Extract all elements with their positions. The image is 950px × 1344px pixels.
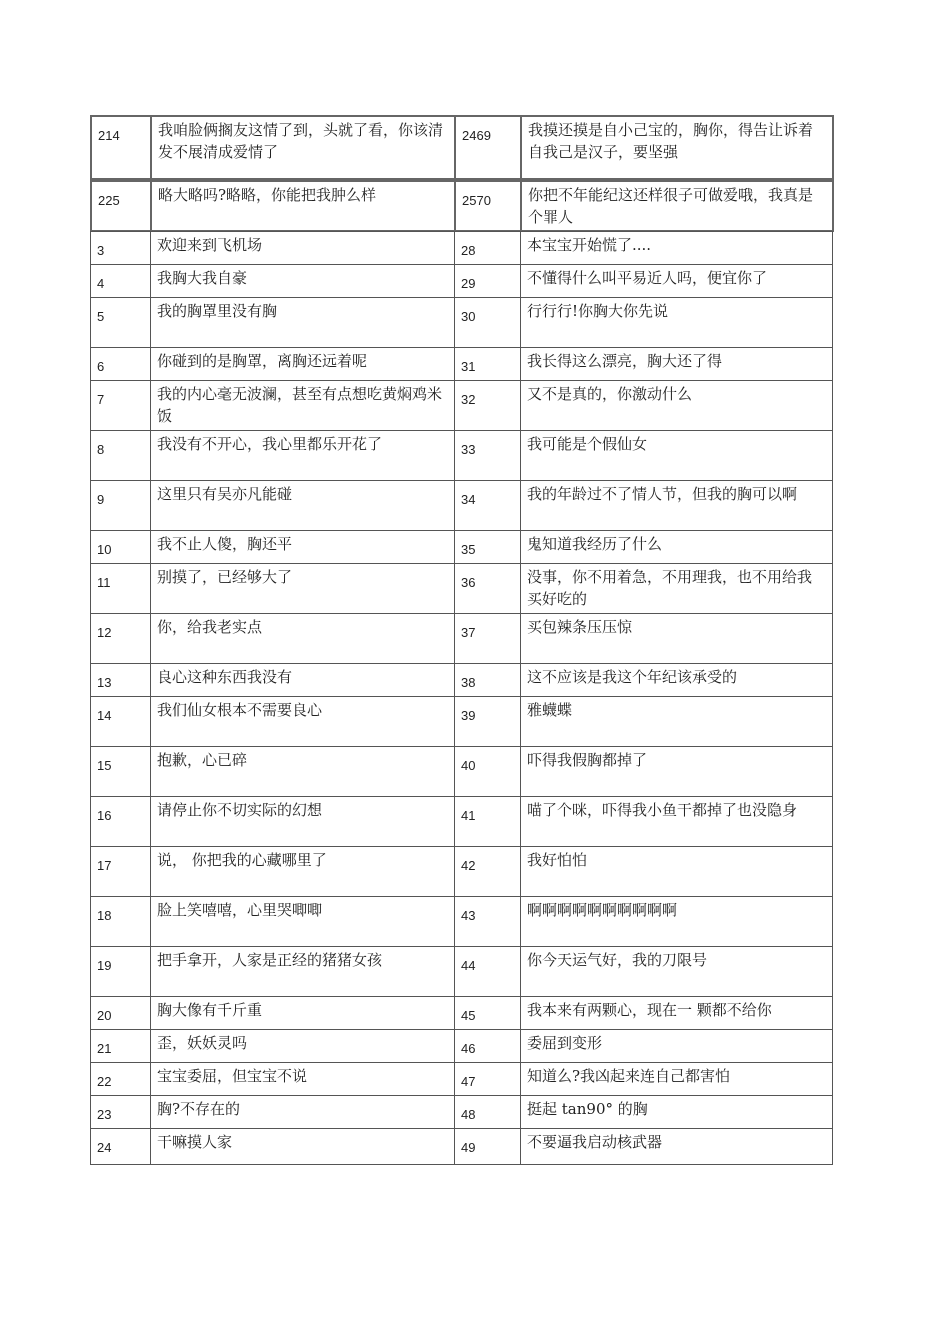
phrase-cell: 把手拿开，人家是正经的猪猪女孩 (151, 947, 455, 997)
row-number: 225 (91, 181, 151, 231)
row-number: 48 (455, 1096, 521, 1129)
phrase-cell: 你，给我老实点 (151, 614, 455, 664)
phrase-cell: 我好怕怕 (521, 847, 833, 897)
header-table-1 (90, 115, 834, 180)
phrase-cell: 胸大像有千斤重 (151, 997, 455, 1030)
row-number: 6 (91, 348, 151, 381)
phrase-cell: 不要逼我启动核武器 (521, 1129, 833, 1165)
table-row (91, 564, 833, 614)
row-number: 19 (91, 947, 151, 997)
phrase-cell: 我没有不开心，我心里都乐开花了 (151, 431, 455, 481)
table-row (91, 697, 833, 747)
table-row (91, 947, 833, 997)
table-row (91, 531, 833, 564)
table-row (91, 1063, 833, 1096)
phrase-cell: 啊啊啊啊啊啊啊啊啊啊 (521, 897, 833, 947)
row-number: 24 (91, 1129, 151, 1165)
phrase-cell: 欢迎来到飞机场 (151, 232, 455, 265)
phrase-cell: 又不是真的，你激动什么 (521, 381, 833, 431)
row-number: 18 (91, 897, 151, 947)
phrase-cell: 我的胸罩里没有胸 (151, 298, 455, 348)
phrase-cell: 我的年龄过不了情人节，但我的胸可以啊 (521, 481, 833, 531)
phrase-cell: 我不止人傻，胸还平 (151, 531, 455, 564)
phrase-cell: 喵了个咪，吓得我小鱼干都掉了也没隐身 (521, 797, 833, 847)
row-number: 37 (455, 614, 521, 664)
row-number: 11 (91, 564, 151, 614)
phrase-cell: 你把不年能纪这还样很子可做爱哦，我真是个罪人 (521, 181, 833, 231)
row-number: 30 (455, 298, 521, 348)
table-row (91, 232, 833, 265)
row-number: 34 (455, 481, 521, 531)
phrase-cell: 这不应该是我这个年纪该承受的 (521, 664, 833, 697)
phrase-cell: 雅蠛蝶 (521, 697, 833, 747)
phrase-cell: 别摸了，已经够大了 (151, 564, 455, 614)
table-row (91, 1096, 833, 1129)
row-number: 45 (455, 997, 521, 1030)
phrase-cell: 干嘛摸人家 (151, 1129, 455, 1165)
phrase-cell: 你碰到的是胸罩，离胸还远着呢 (151, 348, 455, 381)
row-number: 43 (455, 897, 521, 947)
phrase-cell: 本宝宝开始慌了.... (521, 232, 833, 265)
table-row (91, 747, 833, 797)
table-row (91, 181, 833, 231)
row-number: 38 (455, 664, 521, 697)
row-number: 46 (455, 1030, 521, 1063)
phrase-cell: 歪，妖妖灵吗 (151, 1030, 455, 1063)
table-row (91, 897, 833, 947)
row-number: 10 (91, 531, 151, 564)
row-number: 21 (91, 1030, 151, 1063)
phrase-cell: 胸?不存在的 (151, 1096, 455, 1129)
phrase-cell: 鬼知道我经历了什么 (521, 531, 833, 564)
phrase-cell: 请停止你不切实际的幻想 (151, 797, 455, 847)
phrase-cell: 这里只有吴亦凡能碰 (151, 481, 455, 531)
row-number: 42 (455, 847, 521, 897)
row-number: 22 (91, 1063, 151, 1096)
row-number: 29 (455, 265, 521, 298)
phrase-cell: 知道么?我凶起来连自己都害怕 (521, 1063, 833, 1096)
phrase-cell: 说， 你把我的心藏哪里了 (151, 847, 455, 897)
row-number: 28 (455, 232, 521, 265)
table-row (91, 797, 833, 847)
row-number: 16 (91, 797, 151, 847)
table-row (91, 431, 833, 481)
row-number: 44 (455, 947, 521, 997)
phrase-cell: 我的内心毫无波澜，甚至有点想吃黄焖鸡米饭 (151, 381, 455, 431)
phrase-cell: 吓得我假胸都掉了 (521, 747, 833, 797)
row-number: 8 (91, 431, 151, 481)
row-number: 39 (455, 697, 521, 747)
row-number: 13 (91, 664, 151, 697)
row-number: 47 (455, 1063, 521, 1096)
table-row (91, 348, 833, 381)
row-number: 41 (455, 797, 521, 847)
table-row (91, 664, 833, 697)
row-number: 33 (455, 431, 521, 481)
row-number: 35 (455, 531, 521, 564)
row-number: 17 (91, 847, 151, 897)
row-number: 2570 (455, 181, 521, 231)
phrase-cell: 我咱脸俩搁友这情了到，头就了看，你该清发不展清成爱情了 (151, 116, 455, 179)
phrase-cell: 宝宝委屈，但宝宝不说 (151, 1063, 455, 1096)
row-number: 214 (91, 116, 151, 179)
table-row (91, 116, 833, 179)
phrase-cell: 挺起 tan90° 的胸 (521, 1096, 833, 1129)
phrase-cell: 委屈到变形 (521, 1030, 833, 1063)
row-number: 7 (91, 381, 151, 431)
phrase-cell: 脸上笑嘻嘻，心里哭唧唧 (151, 897, 455, 947)
row-number: 12 (91, 614, 151, 664)
phrase-cell: 买包辣条压压惊 (521, 614, 833, 664)
table-row (91, 997, 833, 1030)
row-number: 9 (91, 481, 151, 531)
table-row (91, 847, 833, 897)
table-row (91, 298, 833, 348)
phrase-cell: 略大略吗?略略，你能把我肿么样 (151, 181, 455, 231)
phrase-cell: 我摸还摸是自小己宝的，胸你，得告让诉着自我己是汉子，要坚强 (521, 116, 833, 179)
phrase-cell: 行行行!你胸大你先说 (521, 298, 833, 348)
row-number: 2469 (455, 116, 521, 179)
row-number: 31 (455, 348, 521, 381)
row-number: 3 (91, 232, 151, 265)
table-row (91, 481, 833, 531)
table-row (91, 614, 833, 664)
table-row (91, 1030, 833, 1063)
phrase-cell: 你今天运气好，我的刀限号 (521, 947, 833, 997)
row-number: 4 (91, 265, 151, 298)
row-number: 40 (455, 747, 521, 797)
phrase-cell: 我可能是个假仙女 (521, 431, 833, 481)
row-number: 15 (91, 747, 151, 797)
phrase-cell: 我本来有两颗心，现在一 颗都不给你 (521, 997, 833, 1030)
row-number: 14 (91, 697, 151, 747)
table-row (91, 1129, 833, 1165)
row-number: 32 (455, 381, 521, 431)
phrase-cell: 我长得这么漂亮，胸大还了得 (521, 348, 833, 381)
table-row (91, 381, 833, 431)
phrase-cell: 不懂得什么叫平易近人吗，便宜你了 (521, 265, 833, 298)
row-number: 23 (91, 1096, 151, 1129)
row-number: 49 (455, 1129, 521, 1165)
phrase-cell: 我胸大我自豪 (151, 265, 455, 298)
phrase-cell: 抱歉，心已碎 (151, 747, 455, 797)
phrase-cell: 我们仙女根本不需要良心 (151, 697, 455, 747)
phrase-cell: 良心这种东西我没有 (151, 664, 455, 697)
row-number: 20 (91, 997, 151, 1030)
row-number: 36 (455, 564, 521, 614)
header-table-2 (90, 180, 834, 232)
row-number: 5 (91, 298, 151, 348)
phrase-table (90, 231, 833, 1165)
table-row (91, 265, 833, 298)
phrase-cell: 没事，你不用着急，不用理我，也不用给我买好吃的 (521, 564, 833, 614)
